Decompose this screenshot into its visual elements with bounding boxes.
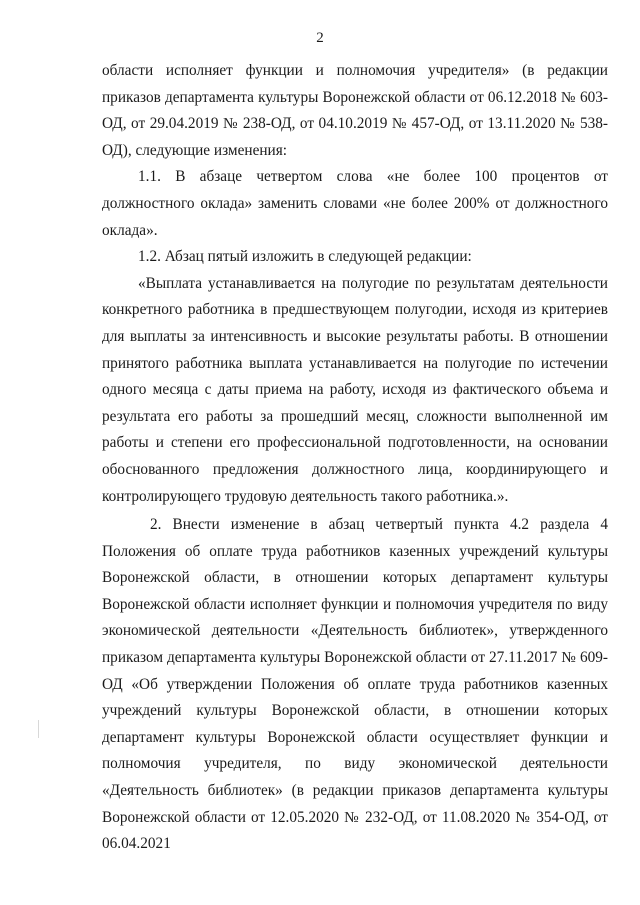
paragraph-2: 2. Внести изменение в абзац четвертый пункта 4.2 раздела 4 Положения об оплате труда работников казенных учреждений культуры Воронежской области, в отношении которых департамент культуры Воронежской области исполняет функции и полномочия учредителя по виду экономической деятельности «Деятельность библиотек», утвержденного приказом департамента культуры Воронежской области от 27.11.2017 № 609-ОД «Об утверждении Положения об оплате труда работников казенных учреждений культуры Воронежской области, в отношении которых департамент культуры Воронежской области осуществляет функции и полномочия учредителя, по виду экономической деятельности «Деятельность библиотек» (в редакции приказов департамента культуры Воронежской области от 12.05.2020 № 232-ОД, от 11.08.2020 № 354-ОД, от 06.04.2021 [102, 516, 608, 853]
document-body [102, 58, 608, 858]
margin-mark [38, 720, 39, 738]
paragraph-1-1: 1.1. В абзаце четвертом слова «не более 100 процентов от должностного оклада» заменить словами «не более 200% от должностного оклада». [102, 168, 608, 239]
page-number: 2 [316, 30, 324, 46]
paragraph-1-2: 1.2. Абзац пятый изложить в следующей редакции: [138, 248, 472, 266]
paragraph-intro: области исполняет функции и полномочия учредителя» (в редакции приказов департамента культуры Воронежской области от 06.12.2018 № 603-ОД, от 29.04.2019 № 238-ОД, от 04.10.2019 № 457-ОД, от 13.11.2020 № 538-ОД), следующие изменения: [102, 62, 608, 159]
paragraph-quote: «Выплата устанавливается на полугодие по результатам деятельности конкретного работника в предшествующем полугодии, исходя из критериев для выплаты за интенсивность и высокие результаты работы. В отношении принятого работника выплата устанавливается на полугодие по истечении одного месяца с даты приема на работу, исходя из фактического объема и результата его работы за прошедший месяц, сложности выполненной им работы и степени его профессиональной подготовленности, на основании обоснованного предложения должностного лица, координирующего и контролирующего трудовую деятельность такого работника.». [102, 274, 608, 505]
